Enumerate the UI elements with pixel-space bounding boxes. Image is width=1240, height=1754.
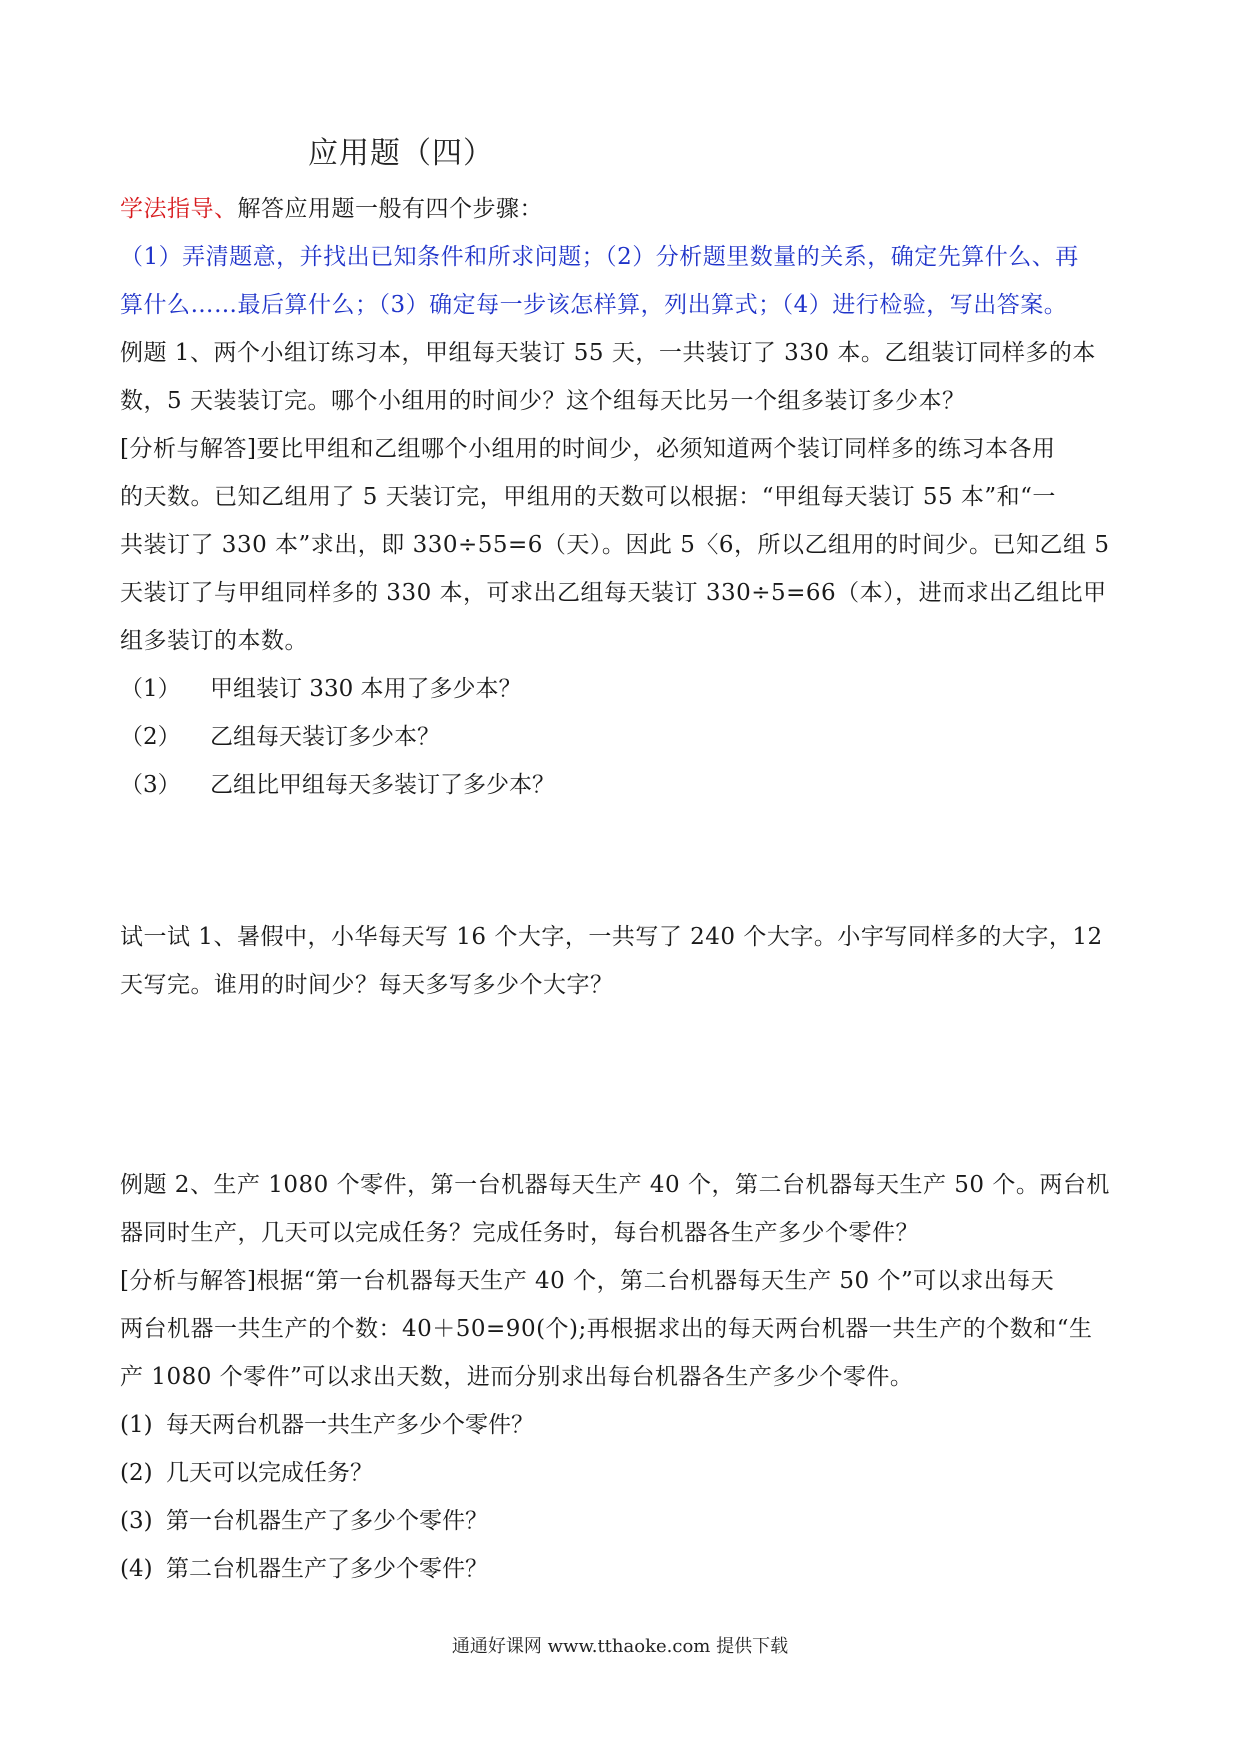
question-number: （3） [120, 772, 181, 798]
question-number: (4) [120, 1556, 153, 1582]
example1-question [120, 672, 522, 706]
example1-line-2: 数，5 天装装订完。哪个小组用的时间少？这个组每天比另一个组多装订多少本？ [120, 388, 966, 414]
question-text: 第二台机器生产了多少个零件？ [166, 1556, 488, 1582]
example1-analysis-line-3: 共装订了 330 本”求出，即 330÷55=6（天）。因此 5〈6，所以乙组用的时间少。已知乙组 5 [120, 532, 1110, 558]
question-text: 第一台机器生产了多少个零件？ [166, 1508, 488, 1534]
guide-steps-line-2: 算什么……最后算什么；（3）确定每一步该怎样算，列出算式；（4）进行检验，写出答案。 [120, 292, 1068, 318]
question-number: (3) [120, 1508, 153, 1534]
example1-analysis-line-4: 天装订了与甲组同样多的 330 本，可求出乙组每天装订 330÷5=66（本），进而求出乙组比甲 [120, 580, 1107, 606]
question-text: 几天可以完成任务？ [166, 1460, 373, 1486]
example1-analysis-line-1: [分析与解答]要比甲组和乙组哪个小组用的时间少，必须知道两个装订同样多的练习本各用 [120, 436, 1056, 462]
question-text: 每天两台机器一共生产多少个零件？ [166, 1412, 534, 1438]
question-text: 乙组每天装订多少本？ [210, 724, 440, 750]
example2-question [120, 1408, 534, 1442]
example2-line-2: 器同时生产，几天可以完成任务？完成任务时，每台机器各生产多少个零件？ [120, 1220, 919, 1246]
guide-line [120, 192, 1130, 226]
page-title: 应用题（四） [308, 136, 494, 171]
question-number: (1) [120, 1412, 153, 1438]
example1-question [120, 720, 440, 754]
question-text: 乙组比甲组每天多装订了多少本？ [210, 772, 555, 798]
example1-analysis-line-5: 组多装订的本数。 [120, 628, 308, 654]
example2-analysis-line-1: [分析与解答]根据“第一台机器每天生产 40 个，第二台机器每天生产 50 个”可以求出每天 [120, 1268, 1055, 1294]
guide-intro: 解答应用题一般有四个步骤： [237, 196, 543, 222]
example1-analysis-line-2: 的天数。已知乙组用了 5 天装订完，甲组用的天数可以根据：“甲组每天装订 55 本”和“一 [120, 484, 1056, 510]
example2-question [120, 1504, 488, 1538]
question-number: （1） [120, 676, 181, 702]
example1-question [120, 768, 555, 802]
try1-line-1: 试一试 1、暑假中，小华每天写 16 个大字，一共写了 240 个大字。小宇写同样多的大字，12 [120, 924, 1103, 950]
example2-question [120, 1456, 373, 1490]
question-number: (2) [120, 1460, 153, 1486]
example2-analysis-line-3: 产 1080 个零件”可以求出天数，进而分别求出每台机器各生产多少个零件。 [120, 1364, 914, 1390]
example2-analysis-line-2: 两台机器一共生产的个数：40＋50=90(个);再根据求出的每天两台机器一共生产的个数和“生 [120, 1316, 1093, 1342]
example2-line-1: 例题 2、生产 1080 个零件，第一台机器每天生产 40 个，第二台机器每天生产 50 个。两台机 [120, 1172, 1110, 1198]
example1-line-1: 例题 1、两个小组订练习本，甲组每天装订 55 天，一共装订了 330 本。乙组装订同样多的本 [120, 340, 1096, 366]
page-footer: 通通好课网 www.tthaoke.com 提供下载 [451, 1636, 789, 1657]
try1-line-2: 天写完。谁用的时间少？每天多写多少个大字？ [120, 972, 614, 998]
guide-label: 学法指导、 [120, 196, 238, 222]
guide-steps-line-1: （1）弄清题意，并找出已知条件和所求问题；（2）分析题里数量的关系，确定先算什么、再 [120, 244, 1079, 270]
example2-question [120, 1552, 488, 1586]
question-number: （2） [120, 724, 181, 750]
question-text: 甲组装订 330 本用了多少本？ [210, 676, 522, 702]
